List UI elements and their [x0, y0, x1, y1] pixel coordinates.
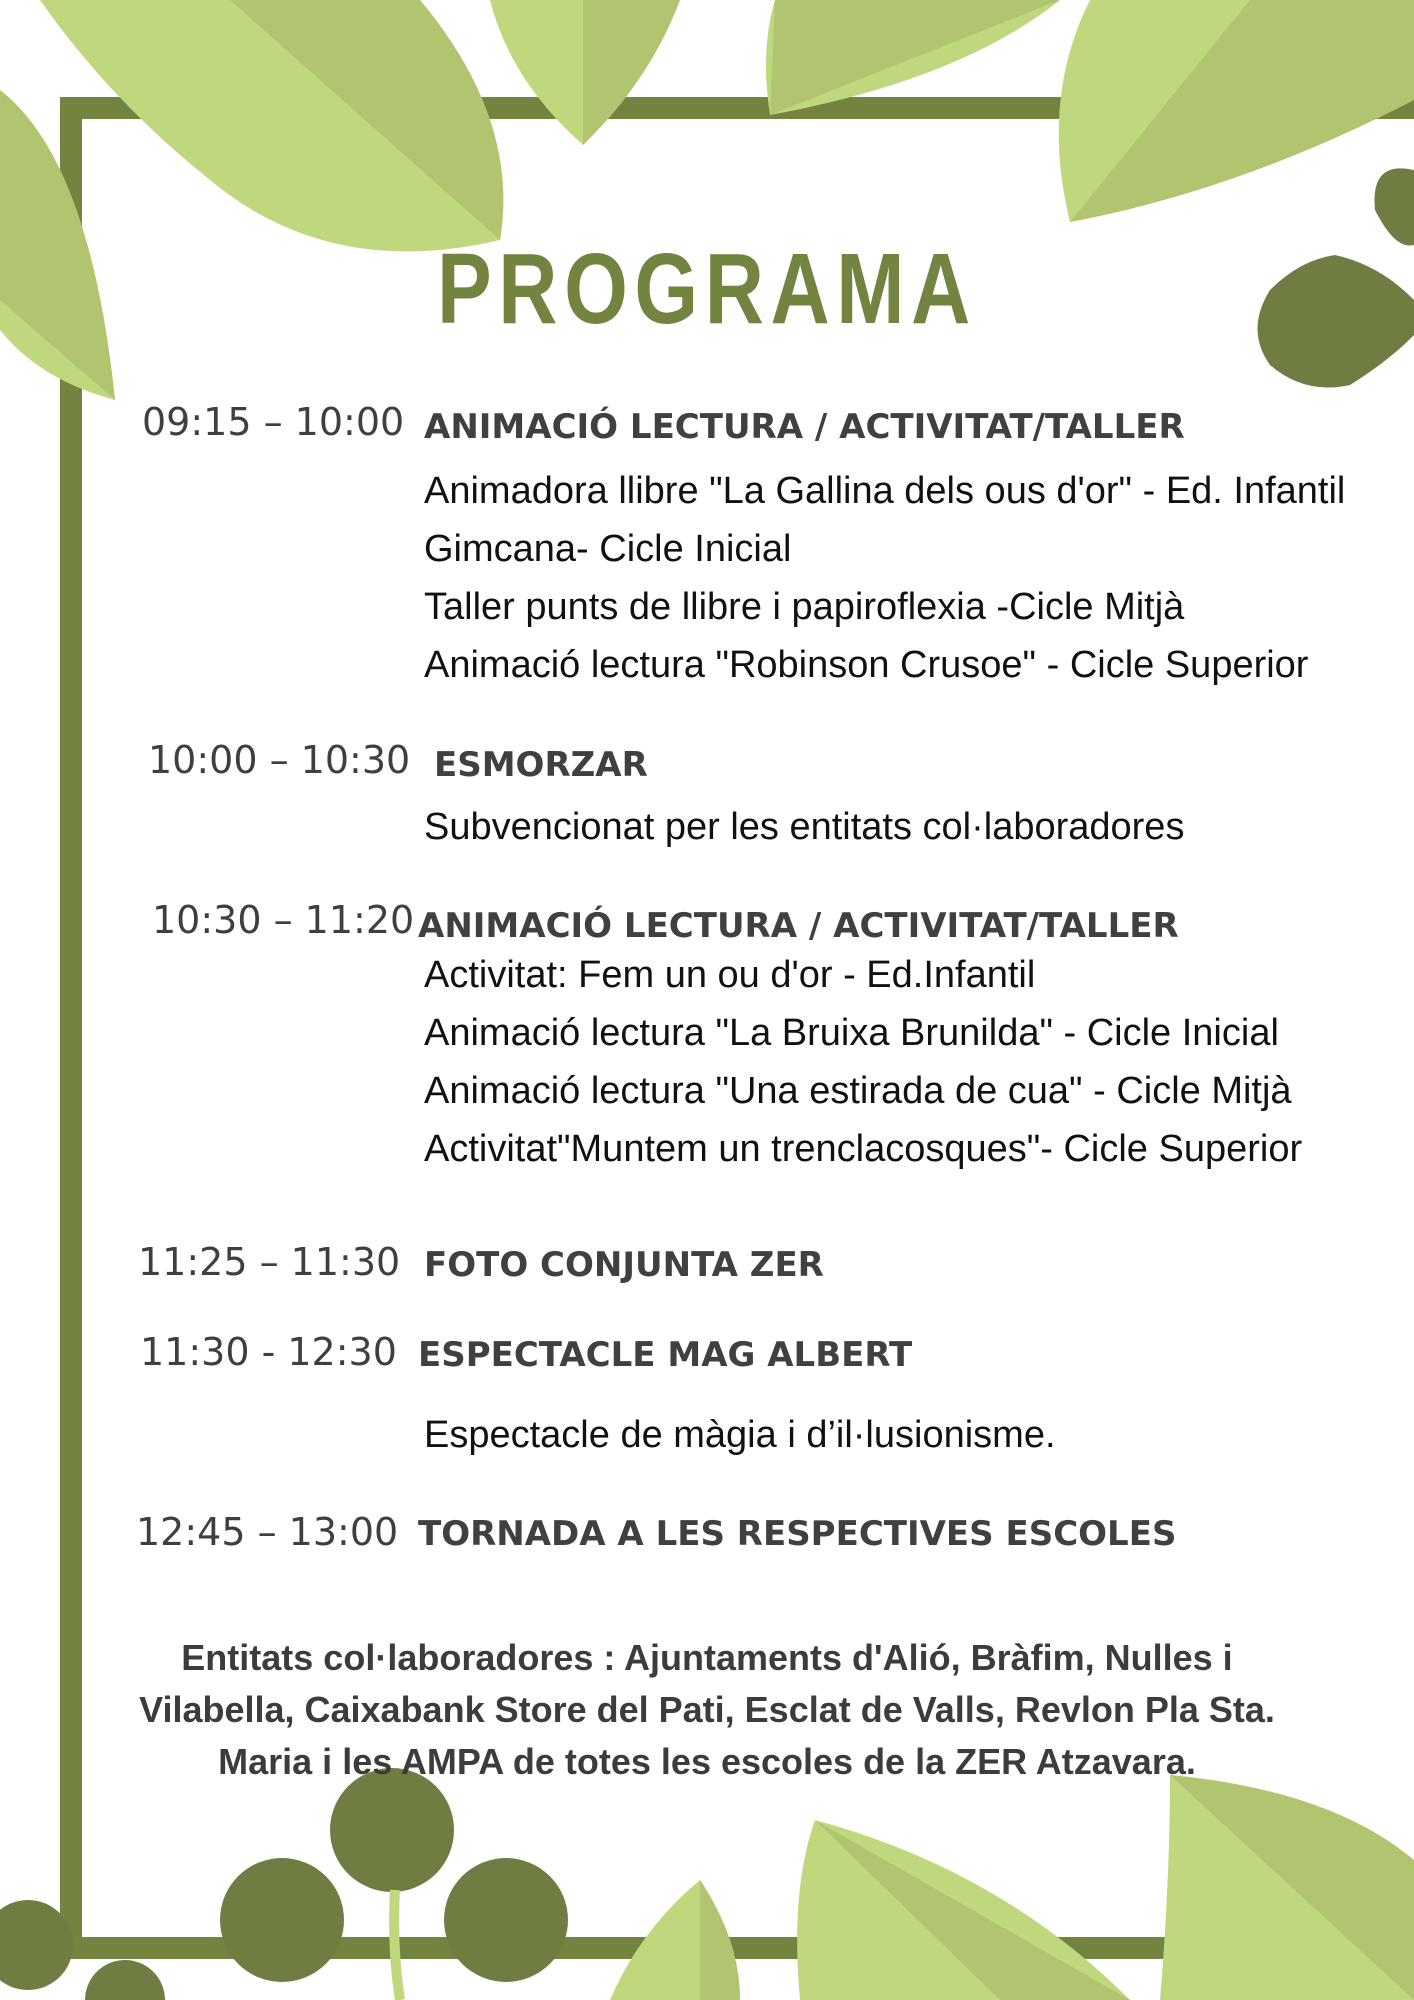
time-slot-4: 11:25 – 11:30	[138, 1240, 401, 1284]
dark-leaf-bottom-3	[444, 1858, 568, 1982]
page-title: PROGRAMA	[437, 233, 977, 345]
dark-leaf-bottom-5	[85, 1960, 165, 2000]
heading-slot-2: ESMORZAR	[434, 745, 648, 785]
time-slot-2: 10:00 – 10:30	[148, 738, 411, 782]
item-slot-1-3: Taller punts de llibre i papiroflexia -Cicle Mitjà	[424, 586, 1185, 628]
item-slot-2-1: Subvencionat per les entitats col·laboradores	[424, 806, 1185, 848]
time-slot-3: 10:30 – 11:20	[152, 898, 415, 942]
heading-slot-3: ANIMACIÓ LECTURA / ACTIVITAT/TALLER	[418, 906, 1179, 946]
footer-line-2: Vilabella, Caixabank Store del Pati, Esclat de Valls, Revlon Pla Sta.	[139, 1689, 1275, 1730]
stem	[394, 1890, 400, 2000]
item-slot-3-3: Animació lectura "Una estirada de cua" - Cicle Mitjà	[424, 1070, 1292, 1112]
heading-slot-4: FOTO CONJUNTA ZER	[424, 1245, 824, 1285]
item-slot-3-4: Activitat"Muntem un trenclacosques"- Cicle Superior	[424, 1128, 1303, 1170]
footer-line-3: Maria i les AMPA de totes les escoles de la ZER Atzavara.	[218, 1741, 1196, 1782]
item-slot-3-1: Activitat: Fem un ou d'or - Ed.Infantil	[424, 954, 1036, 996]
leaf-top-middle-shade	[583, 0, 680, 145]
item-slot-3-2: Animació lectura "La Bruixa Brunilda" - Cicle Inicial	[424, 1012, 1279, 1054]
dark-leaf-right-1	[1374, 168, 1414, 245]
heading-slot-1: ANIMACIÓ LECTURA / ACTIVITAT/TALLER	[424, 407, 1185, 447]
heading-slot-5: ESPECTACLE MAG ALBERT	[418, 1335, 913, 1375]
heading-slot-6: TORNADA A LES RESPECTIVES ESCOLES	[418, 1514, 1177, 1554]
item-slot-1-2: Gimcana- Cicle Inicial	[424, 528, 792, 570]
time-slot-1: 09:15 – 10:00	[142, 400, 405, 444]
time-slot-5: 11:30 - 12:30	[140, 1330, 397, 1374]
footer-collaborators	[90, 1632, 1324, 1788]
footer-line-1: Entitats col·laboradores : Ajuntaments d'Alió, Bràfim, Nulles i	[181, 1637, 1233, 1678]
time-slot-6: 12:45 – 13:00	[136, 1510, 399, 1554]
item-slot-5-1: Espectacle de màgia i d’il·lusionisme.	[424, 1414, 1056, 1456]
item-slot-1-1: Animadora llibre "La Gallina dels ous d'or" - Ed. Infantil	[424, 470, 1346, 512]
dark-leaf-bottom-2	[220, 1858, 344, 1982]
item-slot-1-4: Animació lectura "Robinson Crusoe" - Cicle Superior	[424, 644, 1309, 686]
